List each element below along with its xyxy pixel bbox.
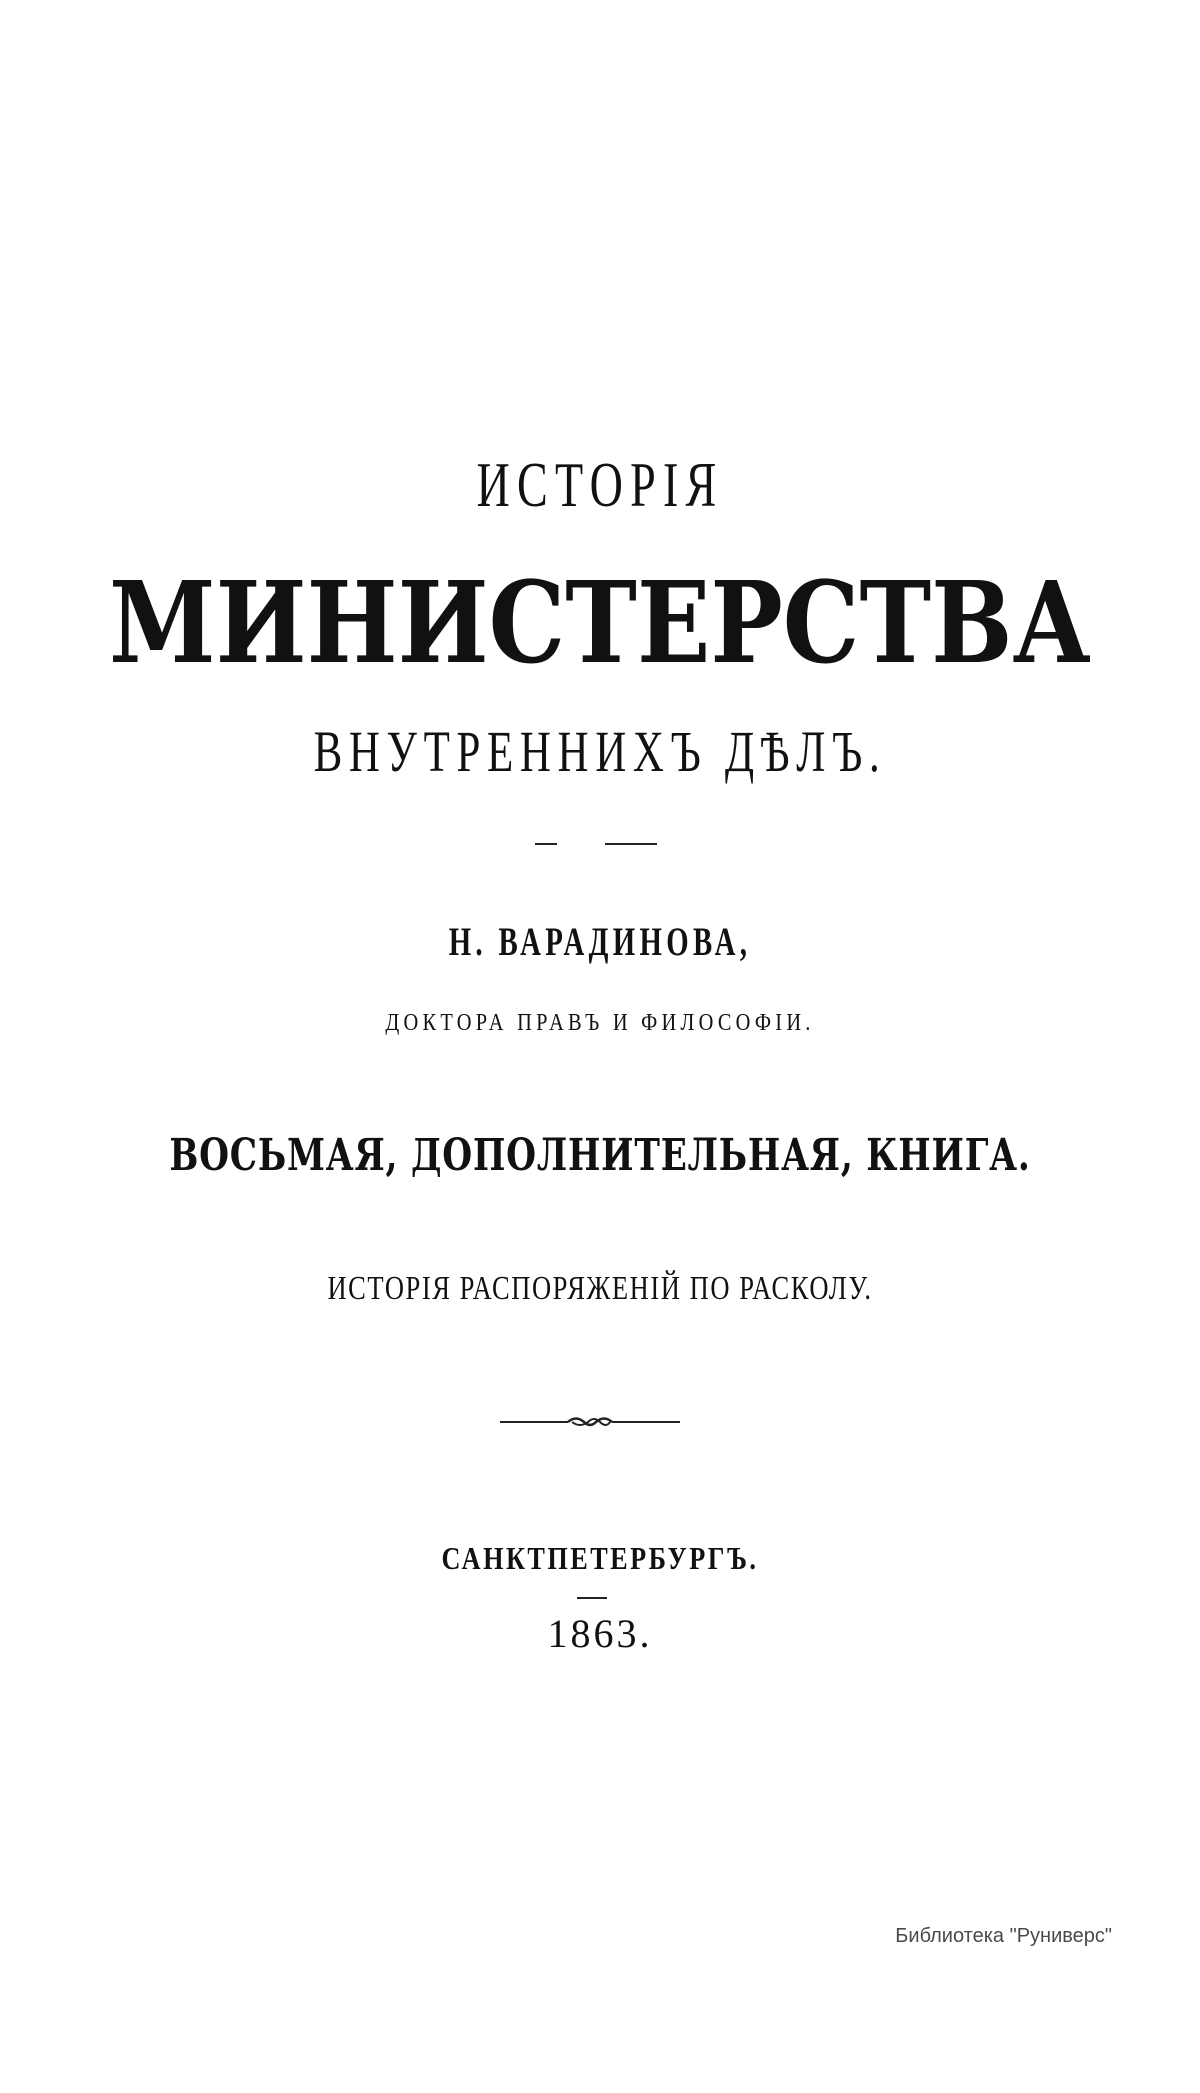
publication-city: САНКТПЕТЕРБУРГЪ. xyxy=(441,1540,759,1576)
title-line-ministry: МИНИСТЕРСТВА xyxy=(108,558,1092,689)
book-designation: ВОСЬМАЯ, ДОПОЛНИТЕЛЬНАЯ, КНИГА. xyxy=(169,1130,1031,1181)
decorative-dash-left xyxy=(535,843,557,845)
title-line-history: ИСТОРІЯ xyxy=(476,449,724,520)
ornament-divider xyxy=(500,1412,680,1432)
publication-year: 1863. xyxy=(547,1611,653,1656)
city-year-divider xyxy=(577,1597,607,1599)
decorative-dash-right xyxy=(605,843,657,845)
author-name: Н. ВАРАДИНОВА, xyxy=(448,919,752,964)
library-watermark: Библиотека "Руниверс" xyxy=(895,1925,1112,1947)
title-line-internal-affairs: ВНУТРЕННИХЪ ДѢЛЪ. xyxy=(313,719,887,784)
book-subject: ИСТОРІЯ РАСПОРЯЖЕНІЙ ПО РАСКОЛУ. xyxy=(327,1270,873,1307)
author-degree: ДОКТОРА ПРАВЪ И ФИЛОСОФІИ. xyxy=(385,1010,815,1036)
